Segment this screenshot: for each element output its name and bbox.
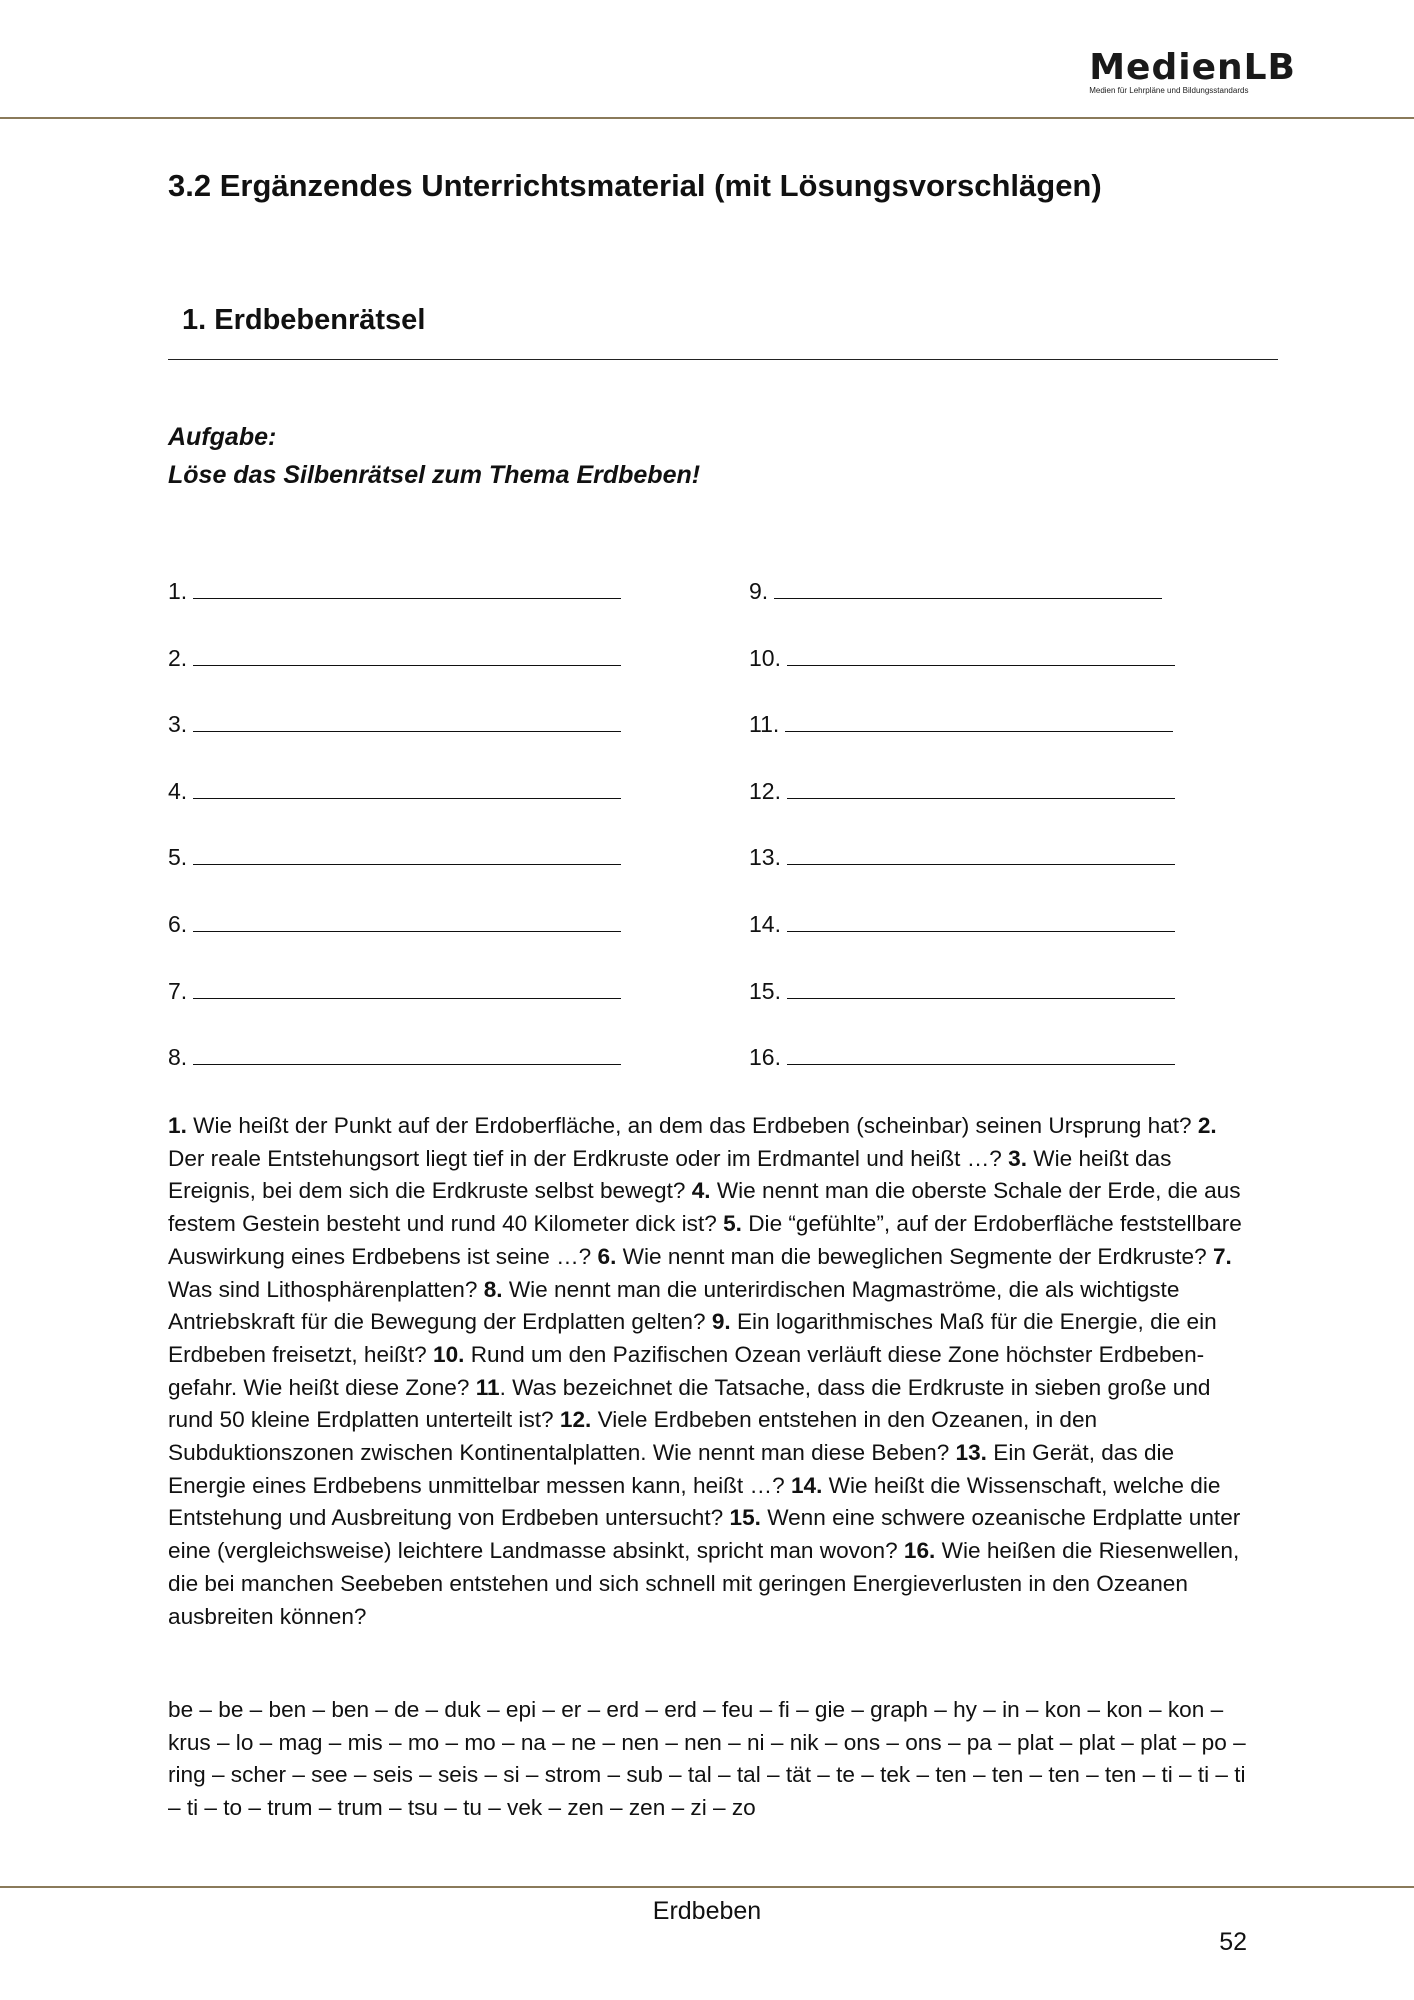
question-number: 2. [1197, 1113, 1217, 1138]
footer-rule [0, 1886, 1414, 1888]
page-number: 52 [1219, 1928, 1247, 1956]
answer-blank[interactable] [193, 976, 621, 999]
section-title: 1. Erdbebenrätsel [182, 304, 426, 336]
question-number: 13. [955, 1440, 987, 1466]
answer-blank[interactable] [787, 842, 1175, 865]
answer-blank[interactable] [193, 842, 621, 865]
question-text: Wie heißt das Ereignis, bei dem sich die Erdkruste selbst bewegt? [168, 1145, 1172, 1204]
question-text: Ein logarithmisches Maß für die Energie, die ein Erdbeben freisetzt, heißt? [168, 1309, 1217, 1367]
question-item [598, 1244, 1207, 1269]
answer-line[interactable] [168, 576, 621, 606]
answer-line[interactable] [749, 709, 1173, 739]
answer-blank[interactable] [785, 709, 1173, 732]
questions-paragraph [168, 1110, 1248, 1633]
question-number: 11 [475, 1374, 500, 1400]
publisher-logo [1089, 47, 1296, 95]
question-item [168, 1113, 1192, 1138]
answer-line[interactable] [168, 976, 621, 1006]
syllable-list: be – be – ben – ben – de – duk – epi – er – erd – erd – feu – fi – gie – graph – hy – in – kon – kon – kon – krus – lo – mag – mis – mo – mo – na – ne – nen – nen – ni – nik – ons – ons – pa – plat – plat – plat – po – ring – scher – see – seis – seis – si – strom – sub – tal – tal – tät – te – tek – ten – ten – ten – ten – ti – ti – ti – ti – to – trum – trum – tsu – tu – vek – zen – zen – zi – zo [168, 1697, 1246, 1821]
footer-title: Erdbeben [652, 1897, 762, 1925]
answer-line[interactable] [749, 976, 1175, 1006]
answer-blank[interactable] [774, 576, 1162, 599]
answer-line[interactable] [168, 909, 621, 939]
answer-blank[interactable] [193, 909, 621, 932]
logo-subtitle: Medien für Lehrpläne und Bildungsstandards [1089, 86, 1249, 95]
header-rule [0, 117, 1414, 119]
answer-blank[interactable] [193, 643, 621, 666]
question-number: 12. [559, 1407, 592, 1433]
answer-number: 7. [168, 977, 188, 1004]
question-text: Wie nennt man die unterirdischen Magmaströme, die als wichtigste Antriebskraft für die Bewegung der Erdplatten gelten? [168, 1276, 1180, 1335]
question-text: Wie heißt der Punkt auf der Erdoberfläche, an dem das Erdbeben (scheinbar) seinen Ursprung hat? [193, 1113, 1192, 1138]
question-number: 4. [691, 1178, 711, 1204]
question-text: Wie heißen die Riesenwellen, die bei manchen Seebeben entstehen und sich schnell mit geringen Energieverlusten in den Ozeanen ausbreiten können? [168, 1538, 1240, 1629]
question-text: Was sind Lithosphärenplatten? [168, 1276, 478, 1302]
question-number: 8. [483, 1276, 503, 1302]
answer-blank[interactable] [193, 776, 621, 799]
answer-line[interactable] [749, 909, 1175, 939]
answer-blank[interactable] [193, 709, 621, 732]
answer-number: 12. [749, 777, 781, 804]
answer-line[interactable] [749, 576, 1162, 606]
question-text: . Was bezeichnet die Tatsache, dass die Erdkruste in sieben große und rund 50 kleine Erdplatten unterteilt ist? [168, 1374, 1211, 1433]
question-text: Viele Erdbeben entstehen in den Ozeanen, in den Subduktionszonen zwischen Kontinentalplatten. Wie nennt man diese Beben? [168, 1407, 1098, 1466]
question-number: 3. [1008, 1145, 1027, 1171]
answer-line[interactable] [168, 776, 621, 806]
answer-number: 11. [749, 711, 780, 738]
answer-blank[interactable] [193, 1042, 621, 1065]
answer-blank[interactable] [787, 643, 1175, 666]
answer-number: 6. [168, 911, 188, 937]
task-label: Aufgabe: [168, 423, 277, 451]
logo-text: MedienLB [1089, 47, 1296, 88]
answer-number: 13. [749, 844, 781, 871]
answer-number: 14. [749, 911, 781, 937]
question-text: Der reale Entstehungsort liegt tief in der Erdkruste oder im Erdmantel und heißt …? [168, 1145, 1002, 1171]
question-number: 10. [433, 1341, 465, 1367]
question-number: 14. [790, 1472, 823, 1498]
answer-line[interactable] [168, 1042, 621, 1072]
question-text: Wie nennt man die beweglichen Segmente der Erdkruste? [622, 1243, 1207, 1269]
section-rule [168, 359, 1278, 360]
answer-number: 16. [749, 1044, 781, 1071]
answer-number: 4. [168, 777, 188, 804]
task-instruction: Löse das Silbenrätsel zum Thema Erdbeben! [168, 461, 701, 489]
answer-blank[interactable] [787, 909, 1175, 932]
answer-number: 2. [168, 644, 188, 671]
answer-line[interactable] [749, 1042, 1175, 1072]
question-number: 5. [723, 1211, 742, 1237]
question-number: 6. [597, 1243, 617, 1269]
question-number: 9. [711, 1309, 731, 1335]
answer-blank[interactable] [787, 776, 1175, 799]
question-number: 7. [1212, 1243, 1232, 1269]
answer-number: 10. [749, 644, 781, 671]
answer-number: 3. [168, 711, 188, 738]
answer-number: 5. [168, 844, 188, 871]
question-text: Die “gefühlte”, auf der Erdoberfläche feststellbare Auswirkung eines Erdbebens ist seine …? [168, 1211, 1242, 1269]
answer-number: 8. [168, 1044, 188, 1071]
task-block [168, 418, 700, 494]
question-text: Wie heißt die Wissenschaft, welche die Entstehung und Ausbreitung von Erdbeben untersucht? [168, 1472, 1221, 1531]
answer-number: 15. [749, 977, 781, 1004]
answer-blank[interactable] [193, 576, 621, 599]
question-number: 15. [729, 1505, 761, 1531]
answer-line[interactable] [749, 776, 1175, 806]
question-text: Wie nennt man die oberste Schale der Erde, die aus festem Gestein besteht und rund 40 Kilometer dick ist? [168, 1178, 1241, 1237]
question-number: 1. [168, 1113, 187, 1138]
question-text: Ein Gerät, das die Energie eines Erdbebens unmittelbar messen kann, heißt …? [168, 1440, 1175, 1498]
answer-blank[interactable] [787, 1042, 1175, 1065]
question-number: 16. [903, 1538, 936, 1564]
answer-blank[interactable] [787, 976, 1175, 999]
page-title: 3.2 Ergänzendes Unterrichtsmaterial (mit Lösungsvorschlägen) [168, 168, 1102, 203]
question-text: Rund um den Pazifischen Ozean verläuft diese Zone höchster Erdbeben-gefahr. Wie heißt diese Zone? [168, 1341, 1205, 1400]
answer-line[interactable] [168, 643, 621, 673]
answer-number: 1. [168, 578, 188, 604]
answer-number: 9. [749, 578, 769, 604]
question-text: Wenn eine schwere ozeanische Erdplatte unter eine (vergleichsweise) leichtere Landmasse absinkt, spricht man wovon? [168, 1505, 1241, 1564]
answer-line[interactable] [749, 842, 1175, 872]
answer-line[interactable] [168, 709, 621, 739]
answer-line[interactable] [749, 643, 1175, 673]
answer-line[interactable] [168, 842, 621, 872]
